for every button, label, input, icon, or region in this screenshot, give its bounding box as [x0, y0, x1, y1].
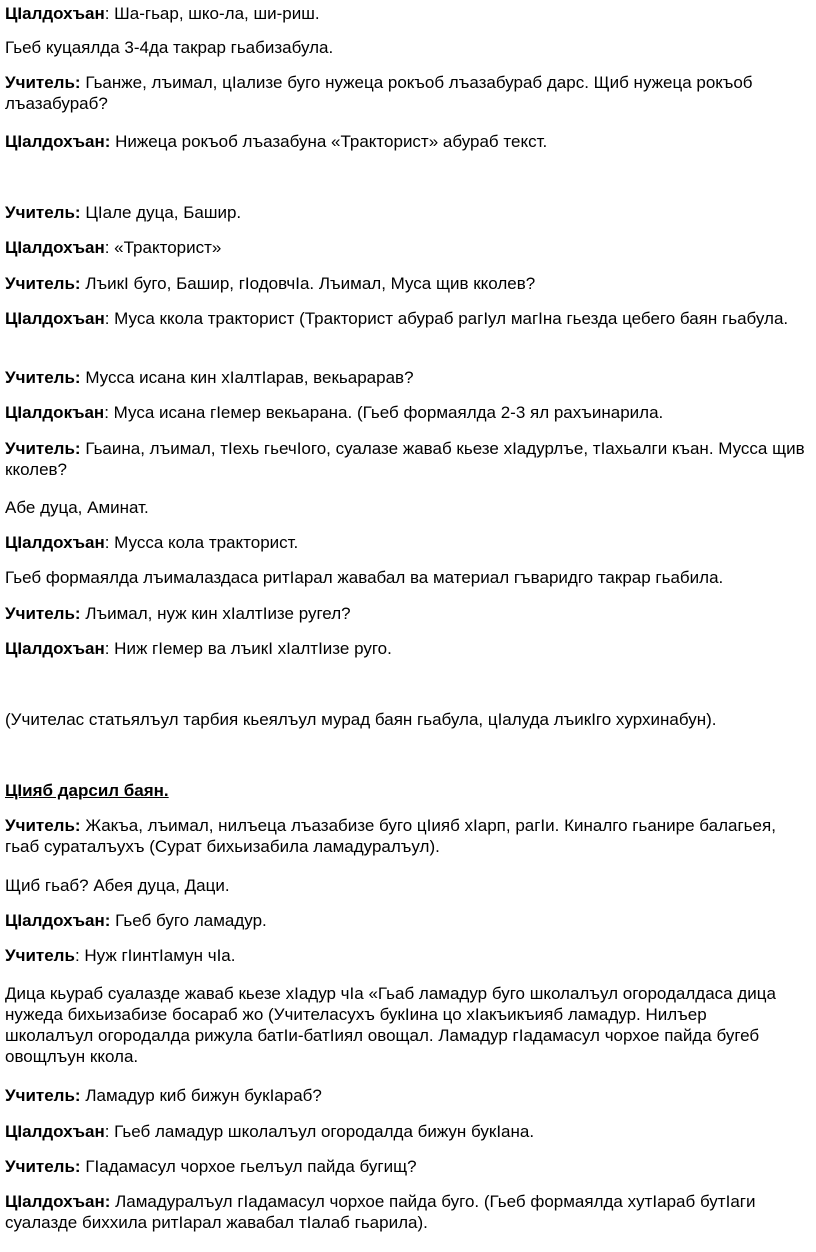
dialogue-line: ЦIалдохъан: «Тракторист»: [5, 238, 222, 257]
dialogue-line: [5, 815, 811, 857]
narration-line: [5, 875, 811, 896]
line-text: Гьеб куцаялда 3-4да такрар гьабизабула.: [5, 38, 334, 57]
dialogue-line: [5, 131, 811, 152]
line-text: Нуж гIинтIамун чIа.: [84, 946, 236, 965]
narration-line: [5, 983, 811, 1067]
line-text: Щиб гьаб? Абея дуца, Даци.: [5, 876, 230, 895]
speaker-label: Учитель:: [5, 73, 81, 92]
line-text: Абе дуца, Аминат.: [5, 498, 149, 517]
heading-text: ЦIияб дарсил баян.: [5, 781, 169, 800]
dialogue-line: [5, 367, 811, 388]
line-text: Гьеб ламадур школалъул огородалда бижун букIана.: [114, 1122, 535, 1141]
speaker-label: Учитель:: [5, 604, 81, 623]
speaker-label: ЦIалдохъан:: [5, 911, 111, 930]
speaker-label: Учитель:: [5, 1086, 81, 1105]
speaker-label: ЦIалдохъан: [5, 639, 105, 658]
dialogue-line: [5, 438, 811, 480]
narration-line: [5, 37, 811, 58]
speaker-label: ЦIалдохъан:: [5, 1192, 111, 1211]
line-text: Ламадур киб бижун букIараб?: [85, 1086, 322, 1105]
dialogue-line: [5, 1156, 811, 1177]
line-text: ЛъикI буго, Башир, гIодовчIа. Лъимал, Муса щив кколев?: [85, 274, 536, 293]
dialogue-line: ЦIалдохъан: Муса ккола тракторист (Тракторист абураб рагIул магIна гьезда цебего баян гьабула.: [5, 309, 789, 328]
line-text: Ша-гьар, шко-ла, ши-риш.: [114, 4, 320, 23]
dialogue-line: [5, 1191, 811, 1233]
line-text: Гьеб формаялда лъималаздаса ритIарал жавабал ва материал гъваридго такрар гьабила.: [5, 568, 724, 587]
dialogue-line: [5, 202, 811, 223]
dialogue-line: [5, 603, 811, 624]
line-text: Гьаина, лъимал, тIехь гьечIого, суалазе жаваб кьезе хIадурлъе, тIахьалги къан. Мусса щив кколев?: [5, 439, 805, 479]
line-text: ГIадамасул чорхое гьелъул пайда бугищ?: [85, 1157, 417, 1176]
speaker-label: ЦIалдохъан: [5, 238, 105, 257]
line-text: «Тракторист»: [114, 238, 222, 257]
dialogue-line: ЦIалдокъан: Муса исана гIемер векьарана. (Гьеб формаялда 2-3 ял рахъинарила.: [5, 403, 664, 422]
line-text: (Учителас статьялъул тарбия кьеялъул мурад баян гьабула, цIалуда лъикIго хурхинабун).: [5, 710, 717, 729]
line-text: Гьанже, лъимал, цIализе буго нужеца рокъоб лъазабураб дарс. Щиб нужеца рокъоб лъазабураб?: [5, 73, 753, 113]
line-text: Муса исана гIемер векьарана. (Гьеб формаялда 2-3 ял рахъинарила.: [113, 403, 664, 422]
speaker-label: Учитель:: [5, 439, 81, 458]
line-text: Ниж гIемер ва лъикI хIалтIизе руго.: [114, 639, 392, 658]
line-text: Ламадуралъул гIадамасул чорхое пайда буго. (Гьеб формаялда хутIараб бутIаги суалазде биххила ритIарал жавабал тIалаб гьарила).: [5, 1192, 756, 1232]
line-text: Дица кьураб суалазде жаваб кьезе хIадур чIа «Гьаб ламадур буго школалъул огородалдаса дица нужеда бихьизабизе босараб жо (Учителасухъ букIина цо хIакъикъияб ламадур. Нилъер школалъул огородалда рижула батIи-батIиял овощал. Ламадур гIадамасул чорхое пайда бугеб овощлъун ккола.: [5, 984, 781, 1066]
speaker-label: ЦIалдокъан: [5, 403, 105, 422]
line-text: ЦIале дуца, Башир.: [85, 203, 242, 222]
narration-line: [5, 709, 811, 730]
line-text: Лъимал, нуж кин хIалтIизе ругел?: [85, 604, 351, 623]
speaker-label: Учитель:: [5, 1157, 81, 1176]
speaker-label: ЦIалдохъан: [5, 533, 105, 552]
line-text: Гьеб буго ламадур.: [115, 911, 267, 930]
speaker-label: Учитель:: [5, 816, 81, 835]
line-text: Мусса кола тракторист.: [114, 533, 299, 552]
dialogue-line: [5, 910, 811, 931]
dialogue-line: [5, 273, 811, 294]
line-text: Нижеца рокъоб лъазабуна «Тракторист» абураб текст.: [115, 132, 548, 151]
speaker-label: ЦIалдохъан: [5, 1122, 105, 1141]
narration-line: [5, 567, 811, 588]
speaker-label: Учитель:: [5, 274, 81, 293]
speaker-label: Учитель:: [5, 368, 81, 387]
dialogue-line: Учитель: Нуж гIинтIамун чIа.: [5, 946, 236, 965]
dialogue-line: ЦIалдохъан: Гьеб ламадур школалъул огородалда бижун букIана.: [5, 1122, 535, 1141]
speaker-label: ЦIалдохъан: [5, 309, 105, 328]
narration-line: [5, 497, 811, 518]
speaker-label: Учитель:: [5, 203, 81, 222]
dialogue-line: ЦIалдохъан: Мусса кола тракторист.: [5, 533, 299, 552]
dialogue-line: [5, 1085, 811, 1106]
speaker-label: ЦIалдохъан:: [5, 132, 111, 151]
line-text: Мусса исана кин хIалтIарав, векьарарав?: [85, 368, 414, 387]
dialogue-line: ЦIалдохъан: Ниж гIемер ва лъикI хIалтIизе руго.: [5, 639, 392, 658]
speaker-label: Учитель: [5, 946, 75, 965]
speaker-label: ЦIалдохъан: [5, 4, 105, 23]
line-text: Муса ккола тракторист (Тракторист абураб рагIул магIна гьезда цебего баян гьабула.: [114, 309, 789, 328]
line-text: Жакъа, лъимал, нилъеца лъазабизе буго цIияб хIарп, рагIи. Киналго гьанире балагьея, гьаб сураталъухъ (Сурат бихьизабила ламадуралъул).: [5, 816, 776, 856]
dialogue-line: [5, 72, 811, 114]
section-heading: [5, 780, 811, 801]
dialogue-line: ЦIалдохъан: Ша-гьар, шко-ла, ши-риш.: [5, 4, 320, 23]
